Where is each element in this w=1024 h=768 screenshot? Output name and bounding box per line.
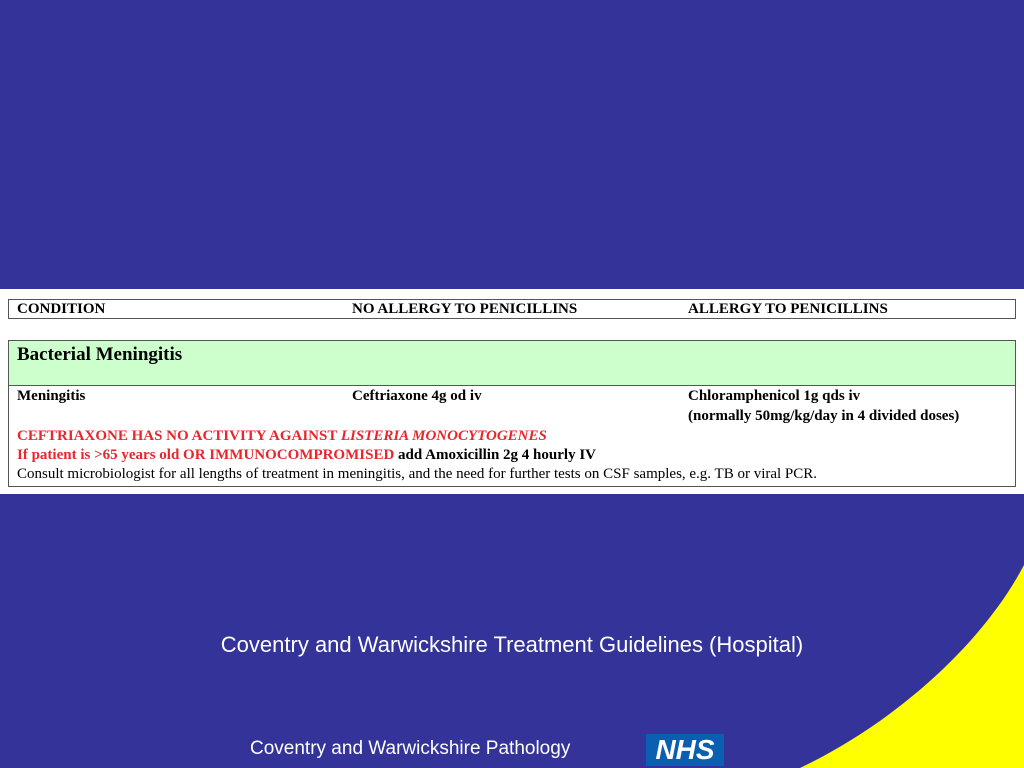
header-allergy: ALLERGY TO PENICILLINS bbox=[688, 301, 888, 317]
section-title: Bacterial Meningitis bbox=[17, 344, 183, 365]
elderly-condition: If patient is >65 years old OR IMMUNOCOMPROMISED bbox=[17, 447, 395, 463]
warning-text: CEFTRIAXONE HAS NO ACTIVITY AGAINST bbox=[17, 428, 341, 444]
footer-text: Coventry and Warwickshire Pathology bbox=[250, 738, 571, 759]
guideline-table-panel bbox=[0, 289, 1024, 494]
listeria-warning bbox=[17, 428, 547, 445]
elderly-recommendation bbox=[17, 447, 596, 464]
cell-condition: Meningitis bbox=[17, 388, 86, 404]
consult-note: Consult microbiologist for all lengths of treatment in meningitis, and the need for further tests on CSF samples, e.g. TB or viral PCR. bbox=[17, 466, 818, 482]
section-header-row bbox=[8, 340, 1016, 386]
cell-allergy-line2: (normally 50mg/kg/day in 4 divided doses) bbox=[688, 408, 960, 424]
table-header-row bbox=[8, 299, 1016, 319]
slide-caption: Coventry and Warwickshire Treatment Guidelines (Hospital) bbox=[220, 632, 804, 657]
nhs-logo: NHS bbox=[646, 734, 724, 766]
cell-allergy-line1: Chloramphenicol 1g qds iv bbox=[688, 388, 861, 404]
elderly-action: add Amoxicillin 2g 4 hourly IV bbox=[394, 447, 596, 463]
cell-no-allergy: Ceftriaxone 4g od iv bbox=[352, 388, 482, 404]
warning-organism: LISTERIA MONOCYTOGENES bbox=[340, 428, 547, 444]
table-body-row bbox=[8, 385, 1016, 487]
header-no-allergy: NO ALLERGY TO PENICILLINS bbox=[352, 301, 578, 317]
header-condition: CONDITION bbox=[17, 301, 106, 317]
